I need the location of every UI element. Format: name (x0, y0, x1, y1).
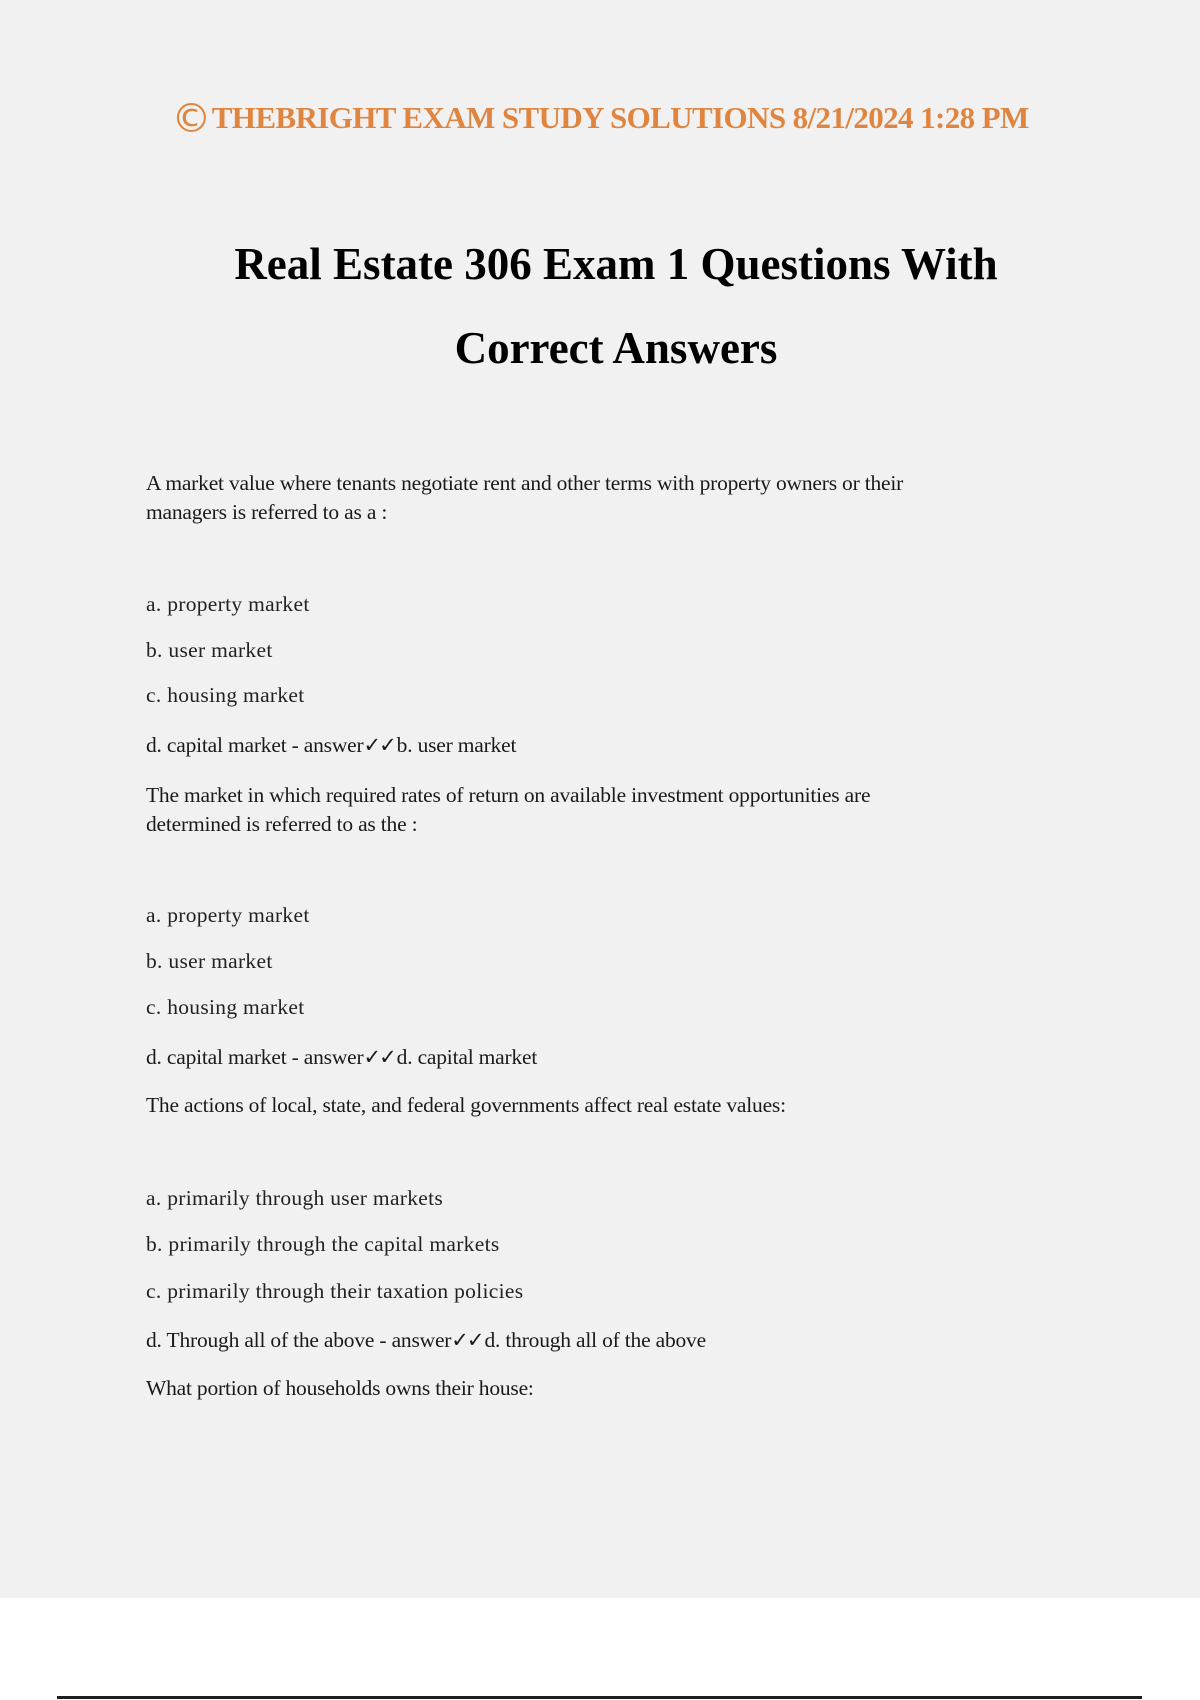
question-2-prompt-line-1: The market in which required rates of return on available investment opportunities are (146, 783, 871, 807)
question-1-prompt-line-2: managers is referred to as a : (146, 500, 388, 524)
page-bottom-rule (57, 1696, 1142, 1699)
question-3-prompt: The actions of local, state, and federal governments affect real estate values: (146, 1093, 786, 1117)
question-1-option-c: c. housing market (146, 683, 305, 707)
question-3-option-c: c. primarily through their taxation policies (146, 1279, 524, 1303)
question-2-prompt-line-2: determined is referred to as the : (146, 812, 418, 836)
question-2-option-b: b. user market (146, 949, 273, 973)
question-1-answer: b. user market (396, 733, 517, 757)
question-1-prompt (146, 469, 1046, 527)
question-4-prompt: What portion of households owns their house: (146, 1376, 534, 1400)
question-3-answer: d. through all of the above (484, 1328, 706, 1352)
question-1-answer-line (146, 733, 516, 758)
check-mark-icon: ✓✓ (363, 1045, 395, 1069)
question-2-option-c: c. housing market (146, 995, 305, 1019)
question-2-answer-line (146, 1045, 537, 1070)
question-3-option-d: d. Through all of the above - answer (146, 1328, 452, 1352)
question-3-option-a: a. primarily through user markets (146, 1186, 444, 1210)
check-mark-icon: ✓✓ (451, 1328, 483, 1352)
question-2-answer: d. capital market (396, 1045, 538, 1069)
question-1-option-a: a. property market (146, 592, 310, 616)
watermark-text: THEBRIGHT EXAM STUDY SOLUTIONS 8/21/2024 1:28 PM (211, 100, 1029, 135)
question-1-option-d: d. capital market - answer (146, 733, 364, 757)
check-mark-icon: ✓✓ (363, 733, 395, 757)
question-2-option-a: a. property market (146, 903, 310, 927)
question-3-option-b: b. primarily through the capital markets (146, 1232, 500, 1256)
question-3-answer-line (146, 1328, 706, 1353)
title-line-1: Real Estate 306 Exam 1 Questions With (234, 239, 998, 289)
title-line-2: Correct Answers (454, 323, 778, 373)
question-2-prompt (146, 781, 1046, 839)
watermark-header (0, 96, 1200, 142)
question-1-option-b: b. user market (146, 638, 273, 662)
document-title (0, 222, 1200, 390)
question-1-prompt-line-1: A market value where tenants negotiate rent and other terms with property owners or their (146, 471, 904, 495)
copyright-icon: © (171, 96, 211, 142)
question-2-option-d: d. capital market - answer (146, 1045, 364, 1069)
